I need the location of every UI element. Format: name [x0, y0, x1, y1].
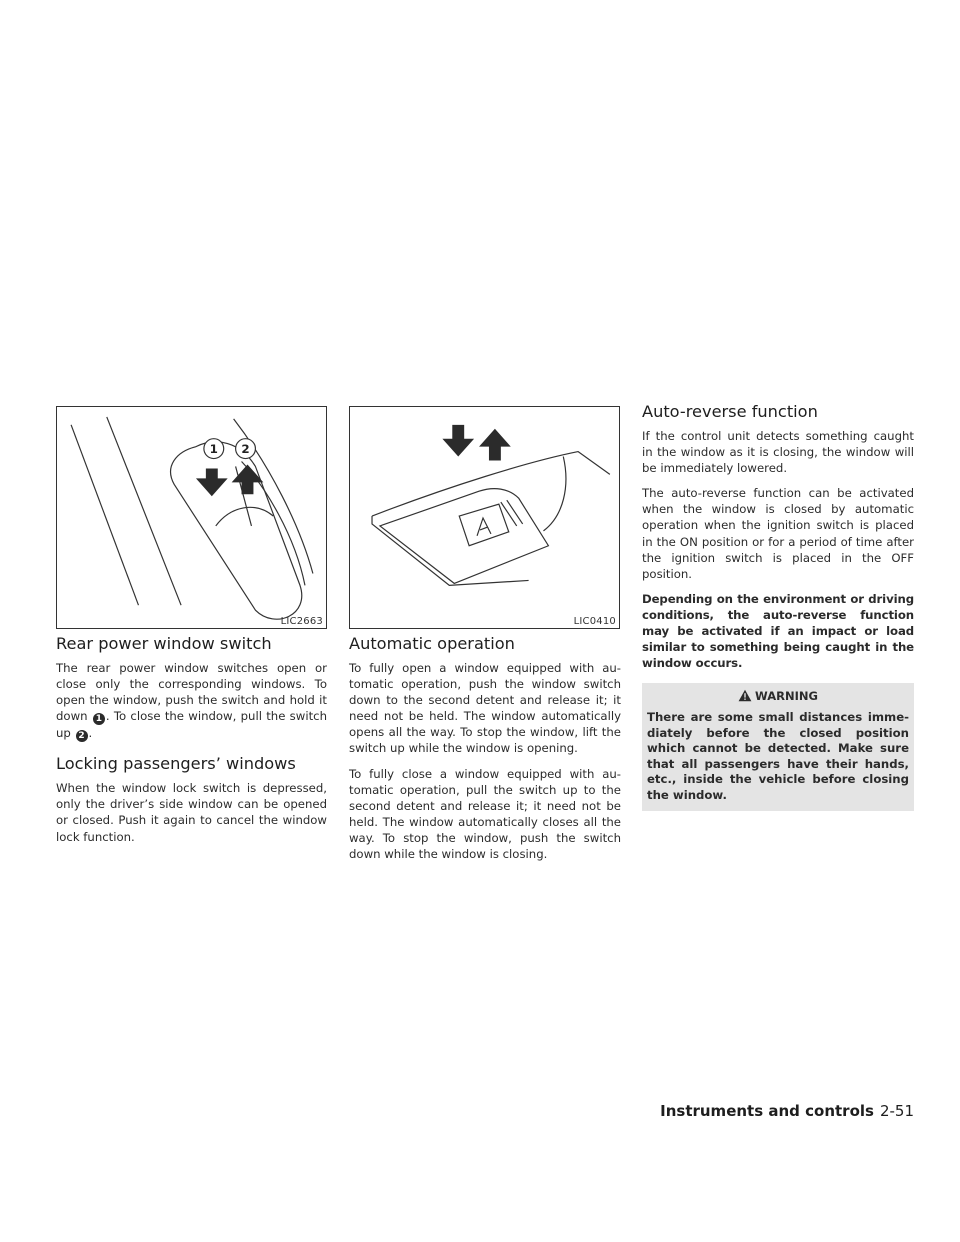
- warning-title: WARNING: [755, 689, 818, 704]
- paragraph-auto-reverse-1: If the control unit detects something caught in the window as it is closing, the window will be immediately lowered.: [642, 429, 914, 476]
- column-automatic-operation: [349, 634, 621, 871]
- paragraph-window-lock: When the window lock switch is depressed, only the driver’s side window can be opened or closed. Push it again to cancel the window lock function.: [56, 781, 327, 844]
- callout-1: 1: [209, 442, 218, 457]
- page-number: 2-51: [879, 1102, 914, 1120]
- paragraph-auto-reverse-2: The auto-reverse function can be activated when the window is closed by automatic operation when the ignition switch is placed in the ON position or for a period of time after the ignition switch is placed in the OFF position.: [642, 486, 914, 581]
- callout-2: 2: [241, 442, 250, 457]
- heading-automatic-operation: Automatic operation: [349, 634, 515, 653]
- rear-switch-illustration: [57, 407, 326, 628]
- text-fragment: . To close the window, pull the switch up: [56, 709, 327, 741]
- paragraph-auto-open: To fully open a window equipped with automatic operation, push the window switch down to the second detent and release it; it need not be held. The window automatically opens all the way. To stop the window, lift the switch up while the window is opening.: [349, 661, 621, 756]
- figure-rear-window-switch: [56, 406, 327, 629]
- figure-automatic-switch: [349, 406, 620, 629]
- column-rear-window: [56, 634, 327, 854]
- callout-1-badge: 1: [93, 713, 105, 725]
- heading-rear-power-window-switch: Rear power window switch: [56, 634, 272, 653]
- text-fragment: The rear power window switches open or close only the corresponding windows. To open the window, push the switch and hold it down: [56, 661, 327, 724]
- warning-box: [642, 683, 914, 811]
- page-footer: [660, 1102, 914, 1120]
- footer-section-title: Instruments and controls: [660, 1102, 874, 1120]
- warning-text: There are some small distances immediately before the closed position which cannot be detected. Make sure that all passengers have their hands, etc., inside the vehicle before closing the window.: [647, 710, 909, 802]
- figure-label: LIC2663: [280, 616, 323, 627]
- heading-auto-reverse-function: Auto-reverse function: [642, 402, 818, 421]
- text-fragment: .: [88, 726, 93, 741]
- warning-triangle-icon: [738, 689, 752, 702]
- paragraph-auto-close: To fully close a window equipped with automatic operation, pull the switch up to the second detent and release it; it need not be held. The window automatically closes all the way. To stop the window, push the switch down while the window is closing.: [349, 766, 621, 862]
- paragraph-rear-window: [56, 660, 327, 742]
- heading-locking-passengers-windows: Locking passengers’ windows: [56, 754, 296, 774]
- auto-switch-illustration: [350, 407, 619, 628]
- paragraph-auto-reverse-3: Depending on the environment or driving conditions, the auto-reverse function may be activated if an impact or load similar to something being caught in the window occurs.: [642, 591, 914, 671]
- column-auto-reverse: [642, 402, 914, 811]
- warning-header: [647, 688, 909, 704]
- figure-label: LIC0410: [573, 616, 616, 627]
- callout-2-badge: 2: [76, 730, 88, 742]
